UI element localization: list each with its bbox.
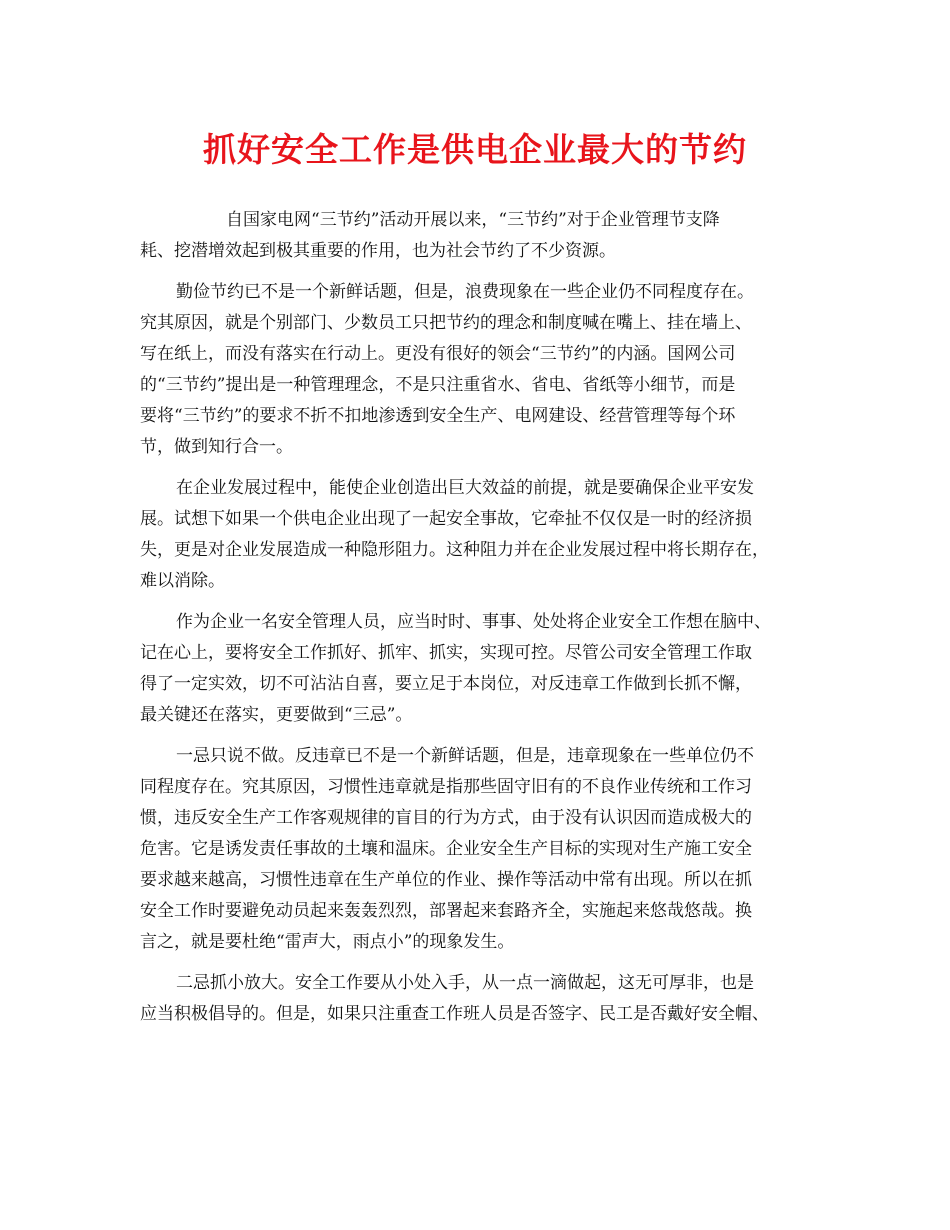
text-line: 展。试想下如果一个供电企业出现了一起安全事故，它牵扯不仅仅是一时的经济损	[140, 509, 752, 529]
text-line: 得了一定实效，切不可沾沾自喜，要立足于本岗位，对反违章工作做到长抓不懈，	[140, 674, 752, 694]
text-line: 的“三节约”提出是一种管理理念，不是只注重省水、省电、省纸等小细节，而是	[140, 375, 736, 395]
text-line: 安全工作时要避免动员起来轰轰烈烈，部署起来套路齐全，实施起来悠哉悠哉。换	[140, 901, 752, 921]
text-line: 言之，就是要杜绝“雷声大，雨点小”的现象发生。	[140, 932, 515, 952]
text-line: 节，做到知行合一。	[140, 437, 293, 457]
text-line: 应当积极倡导的。但是，如果只注重查工作班人员是否签字、民工是否戴好安全帽、	[140, 1004, 769, 1024]
paragraph	[140, 607, 812, 731]
text-line: 惯，违反安全生产工作客观规律的盲目的行为方式，由于没有认识因而造成极大的	[140, 808, 752, 828]
text-line: 勤俭节约已不是一个新鲜话题，但是，浪费现象在一些企业仍不同程度存在。	[176, 282, 754, 302]
text-line: 究其原因，就是个别部门、少数员工只把节约的理念和制度喊在嘴上、挂在墙上、	[140, 313, 752, 333]
text-line: 要将“三节约”的要求不折不扣地渗透到安全生产、电网建设、经营管理等每个环	[140, 406, 736, 426]
paragraph	[140, 741, 812, 958]
text-line: 最关键还在落实，更要做到“三忌”。	[140, 705, 413, 725]
text-line: 在企业发展过程中，能使企业创造出巨大效益的前提，就是要确保企业平安发	[176, 478, 754, 498]
text-line: 耗、挖潜增效起到极其重要的作用，也为社会节约了不少资源。	[140, 241, 616, 261]
text-line: 作为企业一名安全管理人员，应当时时、事事、处处将企业安全工作想在脑中、	[176, 612, 771, 632]
document-body	[140, 205, 812, 1030]
text-line: 难以消除。	[140, 571, 225, 591]
paragraph	[140, 205, 812, 267]
text-line: 失，更是对企业发展造成一种隐形阻力。这种阻力并在企业发展过程中将长期存在，	[140, 540, 769, 560]
text-line: 要求越来越高，习惯性违章在生产单位的作业、操作等活动中常有出现。所以在抓	[140, 870, 752, 890]
text-line: 记在心上，要将安全工作抓好、抓牢、抓实，实现可控。尽管公司安全管理工作取	[140, 643, 752, 663]
text-line: 自国家电网“三节约”活动开展以来，“三节约”对于企业管理节支降	[226, 210, 720, 230]
text-line: 同程度存在。究其原因，习惯性违章就是指那些固守旧有的不良作业传统和工作习	[140, 777, 752, 797]
text-line: 危害。它是诱发责任事故的土壤和温床。企业安全生产目标的实现对生产施工安全	[140, 839, 752, 859]
text-line: 二忌抓小放大。安全工作要从小处入手，从一点一滴做起，这无可厚非，也是	[176, 973, 754, 993]
text-line: 写在纸上，而没有落实在行动上。更没有很好的领会“三节约”的内涵。国网公司	[140, 344, 736, 364]
document-title: 抓好安全工作是供电企业最大的节约	[203, 130, 747, 169]
paragraph	[140, 277, 812, 463]
paragraph	[140, 473, 812, 597]
text-line: 一忌只说不做。反违章已不是一个新鲜话题，但是，违章现象在一些单位仍不	[176, 746, 754, 766]
paragraph	[140, 968, 812, 1030]
